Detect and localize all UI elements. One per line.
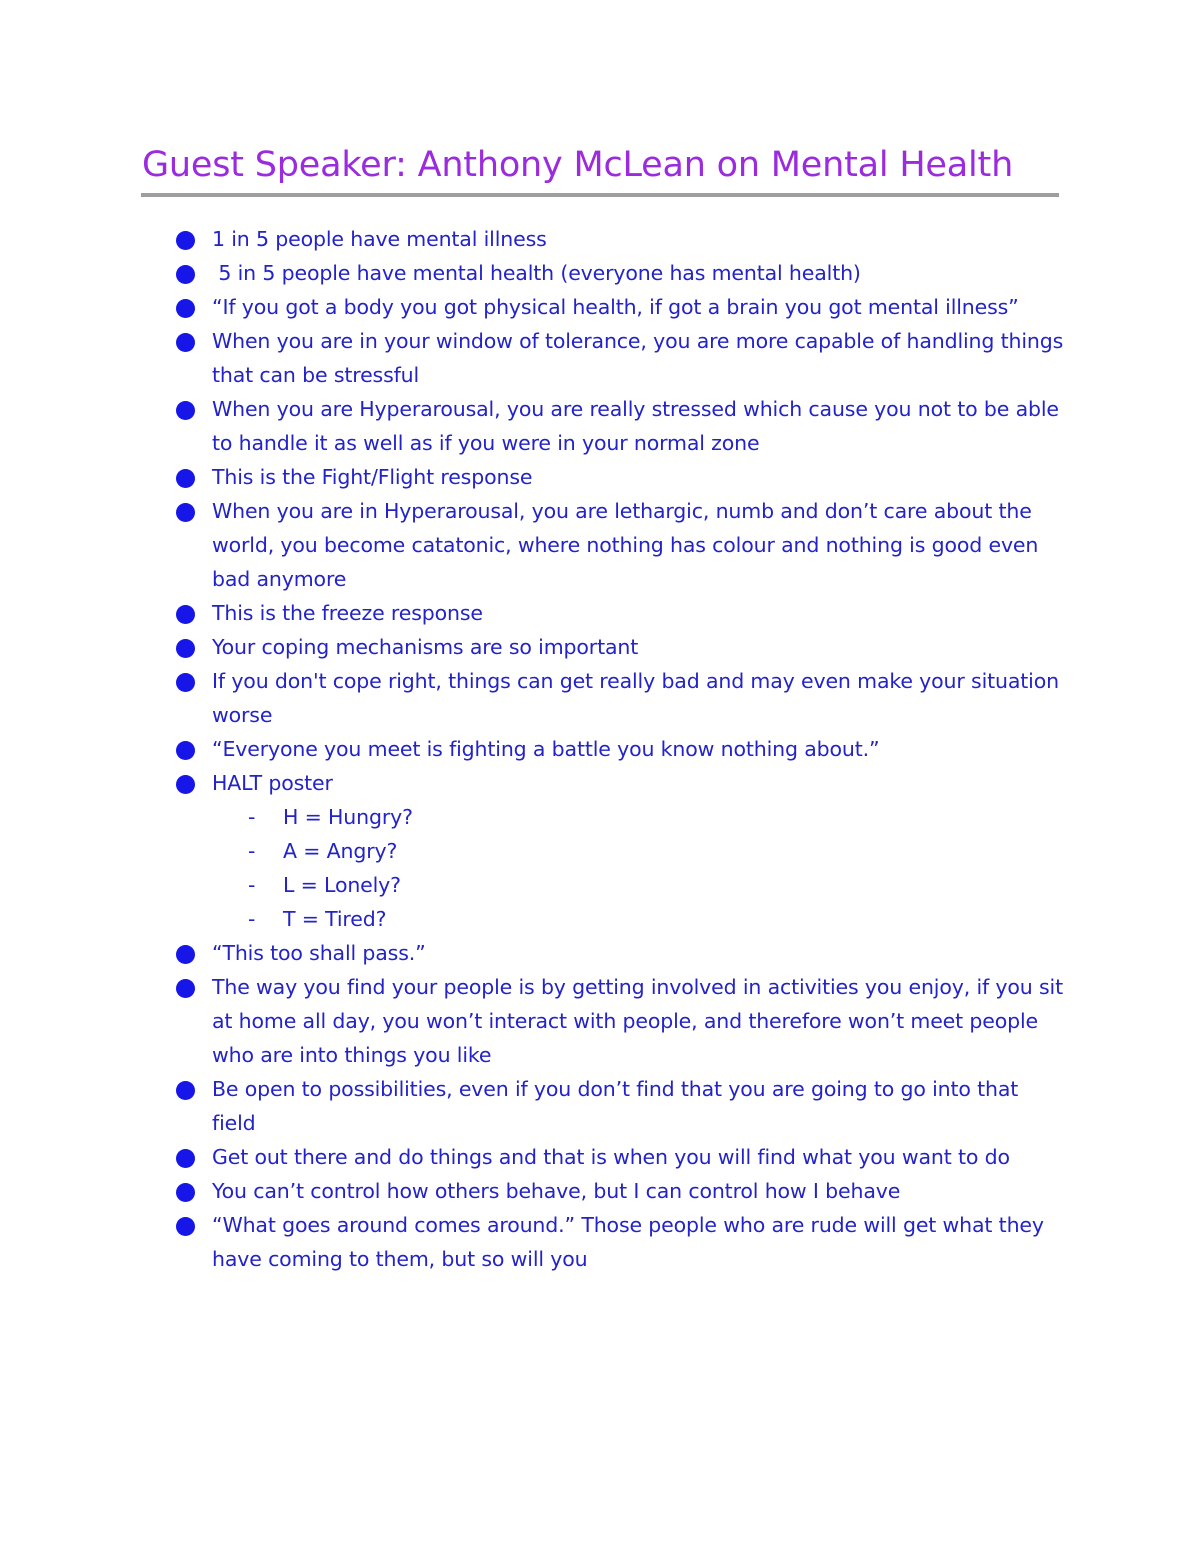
bullet-icon: [176, 231, 195, 250]
bullet-icon: [176, 979, 195, 998]
dash-icon: -: [248, 873, 256, 897]
dash-icon: -: [248, 907, 256, 931]
list-item: [176, 936, 1066, 970]
dash-icon: -: [248, 839, 256, 863]
sub-list-item-text: L = Lonely?: [283, 873, 401, 897]
list-item-text: “This too shall pass.”: [212, 941, 426, 965]
list-item-text: When you are Hyperarousal, you are really stressed which cause you not to be able to handle it as well as if you were in your normal zone: [212, 397, 1066, 455]
bullet-icon: [176, 673, 195, 692]
list-item: [176, 324, 1070, 392]
list-item-text: If you don't cope right, things can get really bad and may even make your situation worse: [212, 669, 1066, 727]
list-item-text: This is the Fight/Flight response: [212, 465, 533, 489]
list-item-text: The way you find your people is by getting involved in activities you enjoy, if you sit at home all day, you won’t interact with people, and therefore won’t meet people who are into things you like: [212, 975, 1070, 1067]
bullet-icon: [176, 503, 195, 522]
bullet-icon: [176, 469, 195, 488]
list-item: [176, 494, 1066, 596]
list-item-text: 1 in 5 people have mental illness: [212, 227, 547, 251]
list-item-text: This is the freeze response: [212, 601, 483, 625]
list-item-text: “If you got a body you got physical health, if got a brain you got mental illness”: [212, 295, 1019, 319]
list-item: [176, 392, 1066, 460]
list-item-text: Your coping mechanisms are so important: [212, 635, 639, 659]
bullet-icon: [176, 945, 195, 964]
sub-list-item: [176, 800, 1066, 834]
list-item-text: “Everyone you meet is fighting a battle you know nothing about.”: [212, 737, 880, 761]
dash-icon: -: [248, 805, 256, 829]
bullet-icon: [176, 775, 195, 794]
list-item: [176, 732, 1066, 766]
list-item: [176, 630, 1066, 664]
sub-list-item: [176, 868, 1066, 902]
list-item-text: 5 in 5 people have mental health (everyone has mental health): [212, 261, 861, 285]
list-item: [176, 256, 1066, 290]
bullet-icon: [176, 401, 195, 420]
list-item-text: HALT poster: [212, 771, 333, 795]
notes-list: [176, 222, 1070, 1276]
sub-list-item-text: H = Hungry?: [283, 805, 413, 829]
halt-sublist: [176, 800, 1066, 936]
list-item-text: Get out there and do things and that is when you will find what you want to do: [212, 1145, 1010, 1169]
title-underline: [141, 193, 1059, 197]
sub-list-item-text: A = Angry?: [283, 839, 398, 863]
list-item-halt: [176, 766, 1066, 800]
bullet-icon: [176, 605, 195, 624]
list-item-text: “What goes around comes around.” Those people who are rude will get what they have coming to them, but so will you: [212, 1213, 1051, 1271]
list-item: [176, 596, 1066, 630]
list-item: [176, 222, 1066, 256]
bullet-icon: [176, 1149, 195, 1168]
list-item: [176, 1072, 1066, 1140]
bullet-icon: [176, 639, 195, 658]
halt-sublist-container: [176, 800, 1066, 936]
list-item: [176, 1208, 1066, 1276]
bullet-icon: [176, 741, 195, 760]
bullet-icon: [176, 1081, 195, 1100]
list-item: [176, 1174, 1066, 1208]
list-item: [176, 460, 1066, 494]
bullet-icon: [176, 1217, 195, 1236]
bullet-icon: [176, 265, 195, 284]
page-title: Guest Speaker: Anthony McLean on Mental Health: [142, 145, 1014, 185]
bullet-icon: [176, 1183, 195, 1202]
list-item: [176, 290, 1066, 324]
list-item-text: You can’t control how others behave, but I can control how I behave: [212, 1179, 901, 1203]
sub-list-item: [176, 834, 1066, 868]
list-item-text: When you are in Hyperarousal, you are lethargic, numb and don’t care about the world, you become catatonic, where nothing has colour and nothing is good even bad anymore: [212, 499, 1045, 591]
list-item: [176, 664, 1066, 732]
sub-list-item: [176, 902, 1066, 936]
bullet-icon: [176, 299, 195, 318]
list-item-text: Be open to possibilities, even if you don’t find that you are going to go into that field: [212, 1077, 1025, 1135]
list-item: [176, 1140, 1066, 1174]
sub-list-item-text: T = Tired?: [283, 907, 387, 931]
bullet-icon: [176, 333, 195, 352]
list-item-text: When you are in your window of tolerance, you are more capable of handling things that can be stressful: [212, 329, 1070, 387]
list-item: [176, 970, 1070, 1072]
